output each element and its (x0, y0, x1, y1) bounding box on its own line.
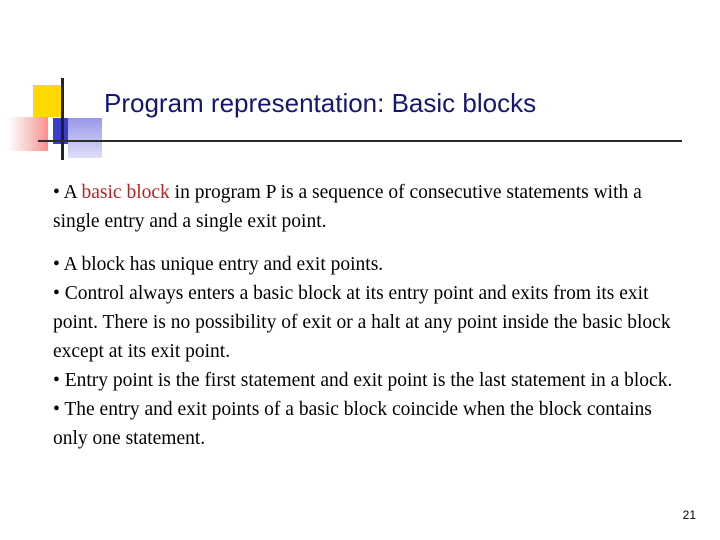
property-line: • Control always enters a basic block at its entry point and exits from its exit point. There is no possibility of exit or a halt at any point inside the basic block except at its exit point. (53, 283, 671, 362)
property-line: • The entry and exit points of a basic block coincide when the block contains only one statement. (53, 399, 652, 449)
definition-rest: in program P is a sequence of consecutive statements with a single entry and a single exit point. (53, 182, 642, 232)
properties-paragraph (53, 250, 683, 453)
definition-bullet: • A (53, 182, 82, 203)
title-underline (38, 140, 682, 142)
definition-paragraph (53, 178, 683, 236)
slide-number: 21 (682, 508, 696, 522)
decor-red-gradient (8, 117, 48, 151)
slide-title: Program representation: Basic blocks (104, 88, 537, 118)
property-line: • A block has unique entry and exit points. (53, 254, 384, 275)
basic-block-term: basic block (81, 182, 170, 203)
slide-body (53, 178, 683, 453)
decor-blue-gradient (68, 118, 102, 158)
decor-vertical-line (61, 78, 64, 160)
decor-yellow-square (33, 85, 63, 117)
property-line: • Entry point is the first statement and exit point is the last statement in a block. (53, 370, 673, 391)
